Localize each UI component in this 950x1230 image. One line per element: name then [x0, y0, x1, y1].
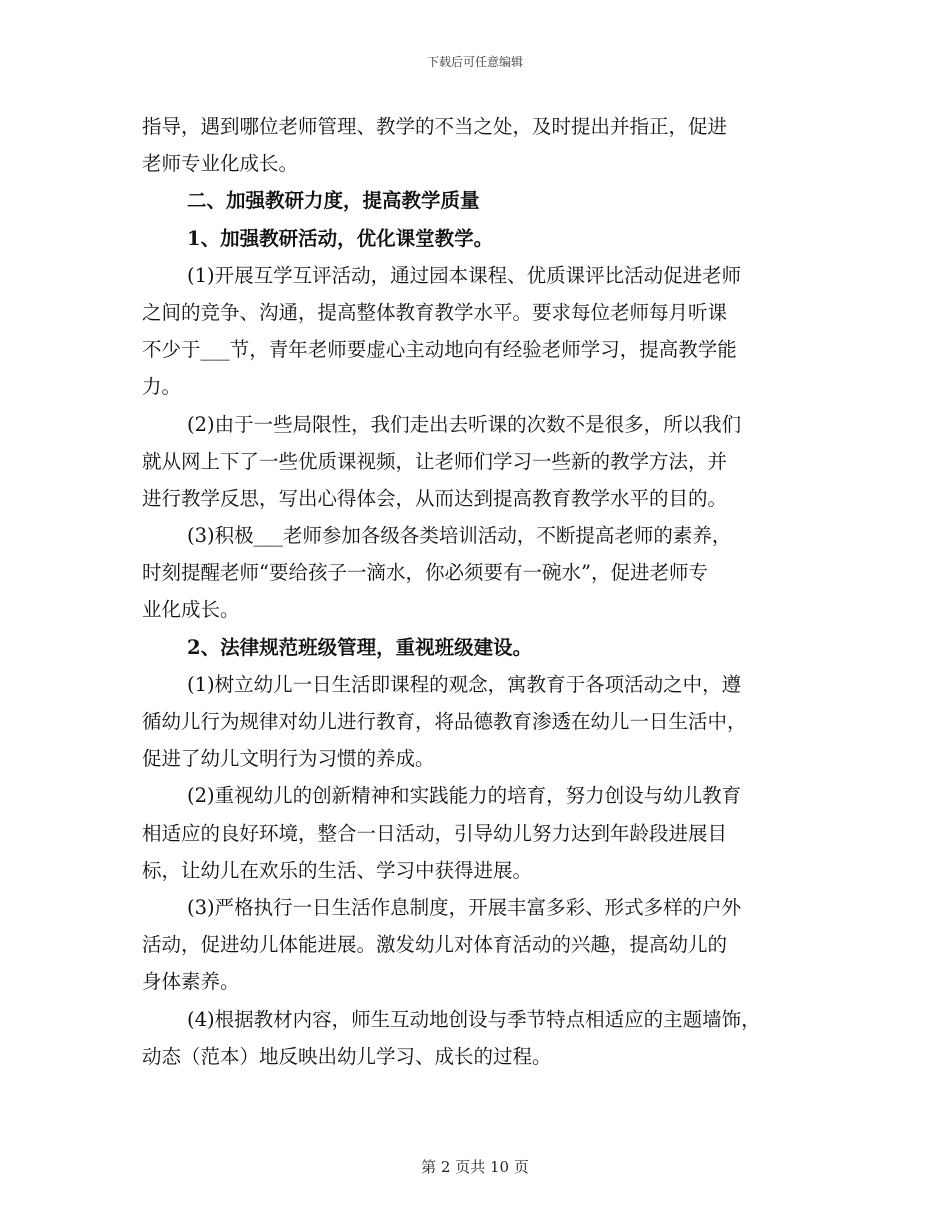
text-line: (2)由于一些局限性，我们走出去听课的次数不是很多，所以我们 — [187, 412, 742, 436]
text-line: (1)开展互学互评活动，通过园本课程、优质课评比活动促进老师 — [187, 263, 742, 287]
text-line: 之间的竞争、沟通，提高整体教育教学水平。要求每位老师每月听课 — [142, 300, 728, 324]
section-heading: 2、法律规范班级管理，重视班级建设。 — [187, 635, 533, 659]
section-heading: 二、加强教研力度，提高教学质量 — [187, 189, 480, 213]
text-line: (4)根据教材内容，师生互动地创设与季节特点相适应的主题墙饰， — [187, 1007, 761, 1031]
text-line: 动态（范本）地反映出幼儿学习、成长的过程。 — [142, 1044, 552, 1068]
text-line: 指导，遇到哪位老师管理、教学的不当之处，及时提出并指正，促进 — [142, 115, 728, 138]
page-header: 下载后可任意编辑 — [426, 55, 523, 69]
text-line: (3)积极___老师参加各级各类培训活动，不断提高老师的素养， — [187, 524, 732, 548]
text-line: 时刻提醒老师“要给孩子一滴水，你必须要有一碗水”，促进老师专 — [142, 561, 708, 585]
text-line: 业化成长。 — [142, 598, 240, 622]
document-body — [142, 108, 808, 1075]
text-line: 相适应的良好环境，整合一日活动，引导幼儿努力达到年龄段进展目 — [142, 821, 728, 845]
section-heading: 1、加强教研活动，优化课堂教学。 — [187, 226, 494, 250]
text-line: 标，让幼儿在欢乐的生活、学习中获得进展。 — [142, 858, 533, 882]
text-line: (1)树立幼儿一日生活即课程的观念，寓教育于各项活动之中，遵 — [187, 672, 742, 696]
text-line: (3)严格执行一日生活作息制度，开展丰富多彩、形式多样的户外 — [187, 895, 742, 919]
text-line: 促进了幼儿文明行为习惯的养成。 — [142, 747, 435, 771]
text-line: 就从网上下了一些优质课视频，让老师们学习一些新的教学方法，并 — [142, 449, 728, 473]
text-line: 身体素养。 — [142, 970, 240, 994]
text-line: 老师专业化成长。 — [142, 152, 299, 176]
text-line: 不少于___节，青年老师要虚心主动地向有经验老师学习，提高教学能 — [142, 338, 737, 362]
page-footer: 第 2 页共 10 页 — [421, 1158, 529, 1176]
text-line: 进行教学反思，写出心得体会，从而达到提高教育教学水平的目的。 — [142, 486, 728, 510]
text-line: 力。 — [142, 375, 182, 399]
text-line: (2)重视幼儿的创新精神和实践能力的培育，努力创设与幼儿教育 — [187, 784, 742, 808]
text-line: 循幼儿行为规律对幼儿进行教育，将品德教育渗透在幼儿一日生活中， — [142, 710, 747, 733]
text-line: 活动，促进幼儿体能进展。激发幼儿对体育活动的兴趣，提高幼儿的 — [142, 933, 728, 957]
